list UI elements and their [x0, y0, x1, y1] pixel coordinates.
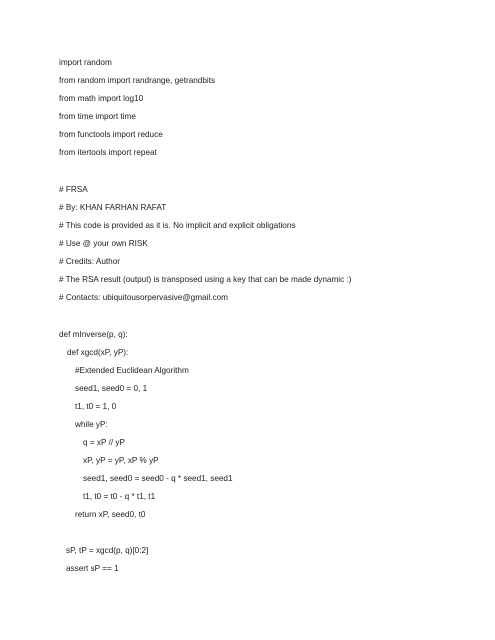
code-line: from itertools import repeat	[59, 148, 157, 157]
code-line: from math import log10	[59, 94, 144, 103]
code-line: from functools import reduce	[59, 130, 163, 139]
code-line: def xgcd(xP, yP):	[67, 348, 129, 357]
code-line: # This code is provided as it is. No implicit and explicit obligations	[59, 221, 296, 230]
code-line: # FRSA	[59, 185, 88, 194]
code-line: def mInverse(p, q):	[59, 330, 128, 339]
code-line: # Contacts: ubiquitousorpervasive@gmail.com	[59, 293, 228, 302]
code-line: seed1, seed0 = seed0 - q * seed1, seed1	[83, 474, 233, 483]
code-line: assert sP == 1	[66, 564, 119, 573]
code-line: return xP, seed0, t0	[75, 510, 146, 519]
code-line: q = xP // yP	[83, 438, 125, 447]
code-line: # The RSA result (output) is transposed using a key that can be made dynamic :)	[59, 275, 352, 284]
code-line: while yP:	[75, 420, 108, 429]
code-line: from random import randrange, getrandbits	[59, 76, 216, 85]
code-line: # Use @ your own RISK	[59, 239, 148, 248]
code-line: t1, t0 = t0 - q * t1, t1	[83, 492, 156, 501]
code-line: t1, t0 = 1, 0	[75, 402, 117, 411]
code-line: import random	[59, 58, 112, 67]
code-line: # Credits: Author	[59, 257, 120, 266]
code-line: #Extended Euclidean Algorithm	[75, 366, 189, 375]
code-line: from time import time	[59, 112, 136, 121]
code-line: seed1, seed0 = 0, 1	[75, 384, 148, 393]
code-line: xP, yP = yP, xP % yP	[83, 456, 159, 465]
code-line: sP, tP = xgcd(p, q)[0:2]	[66, 546, 149, 555]
code-line: # By: KHAN FARHAN RAFAT	[59, 203, 167, 212]
